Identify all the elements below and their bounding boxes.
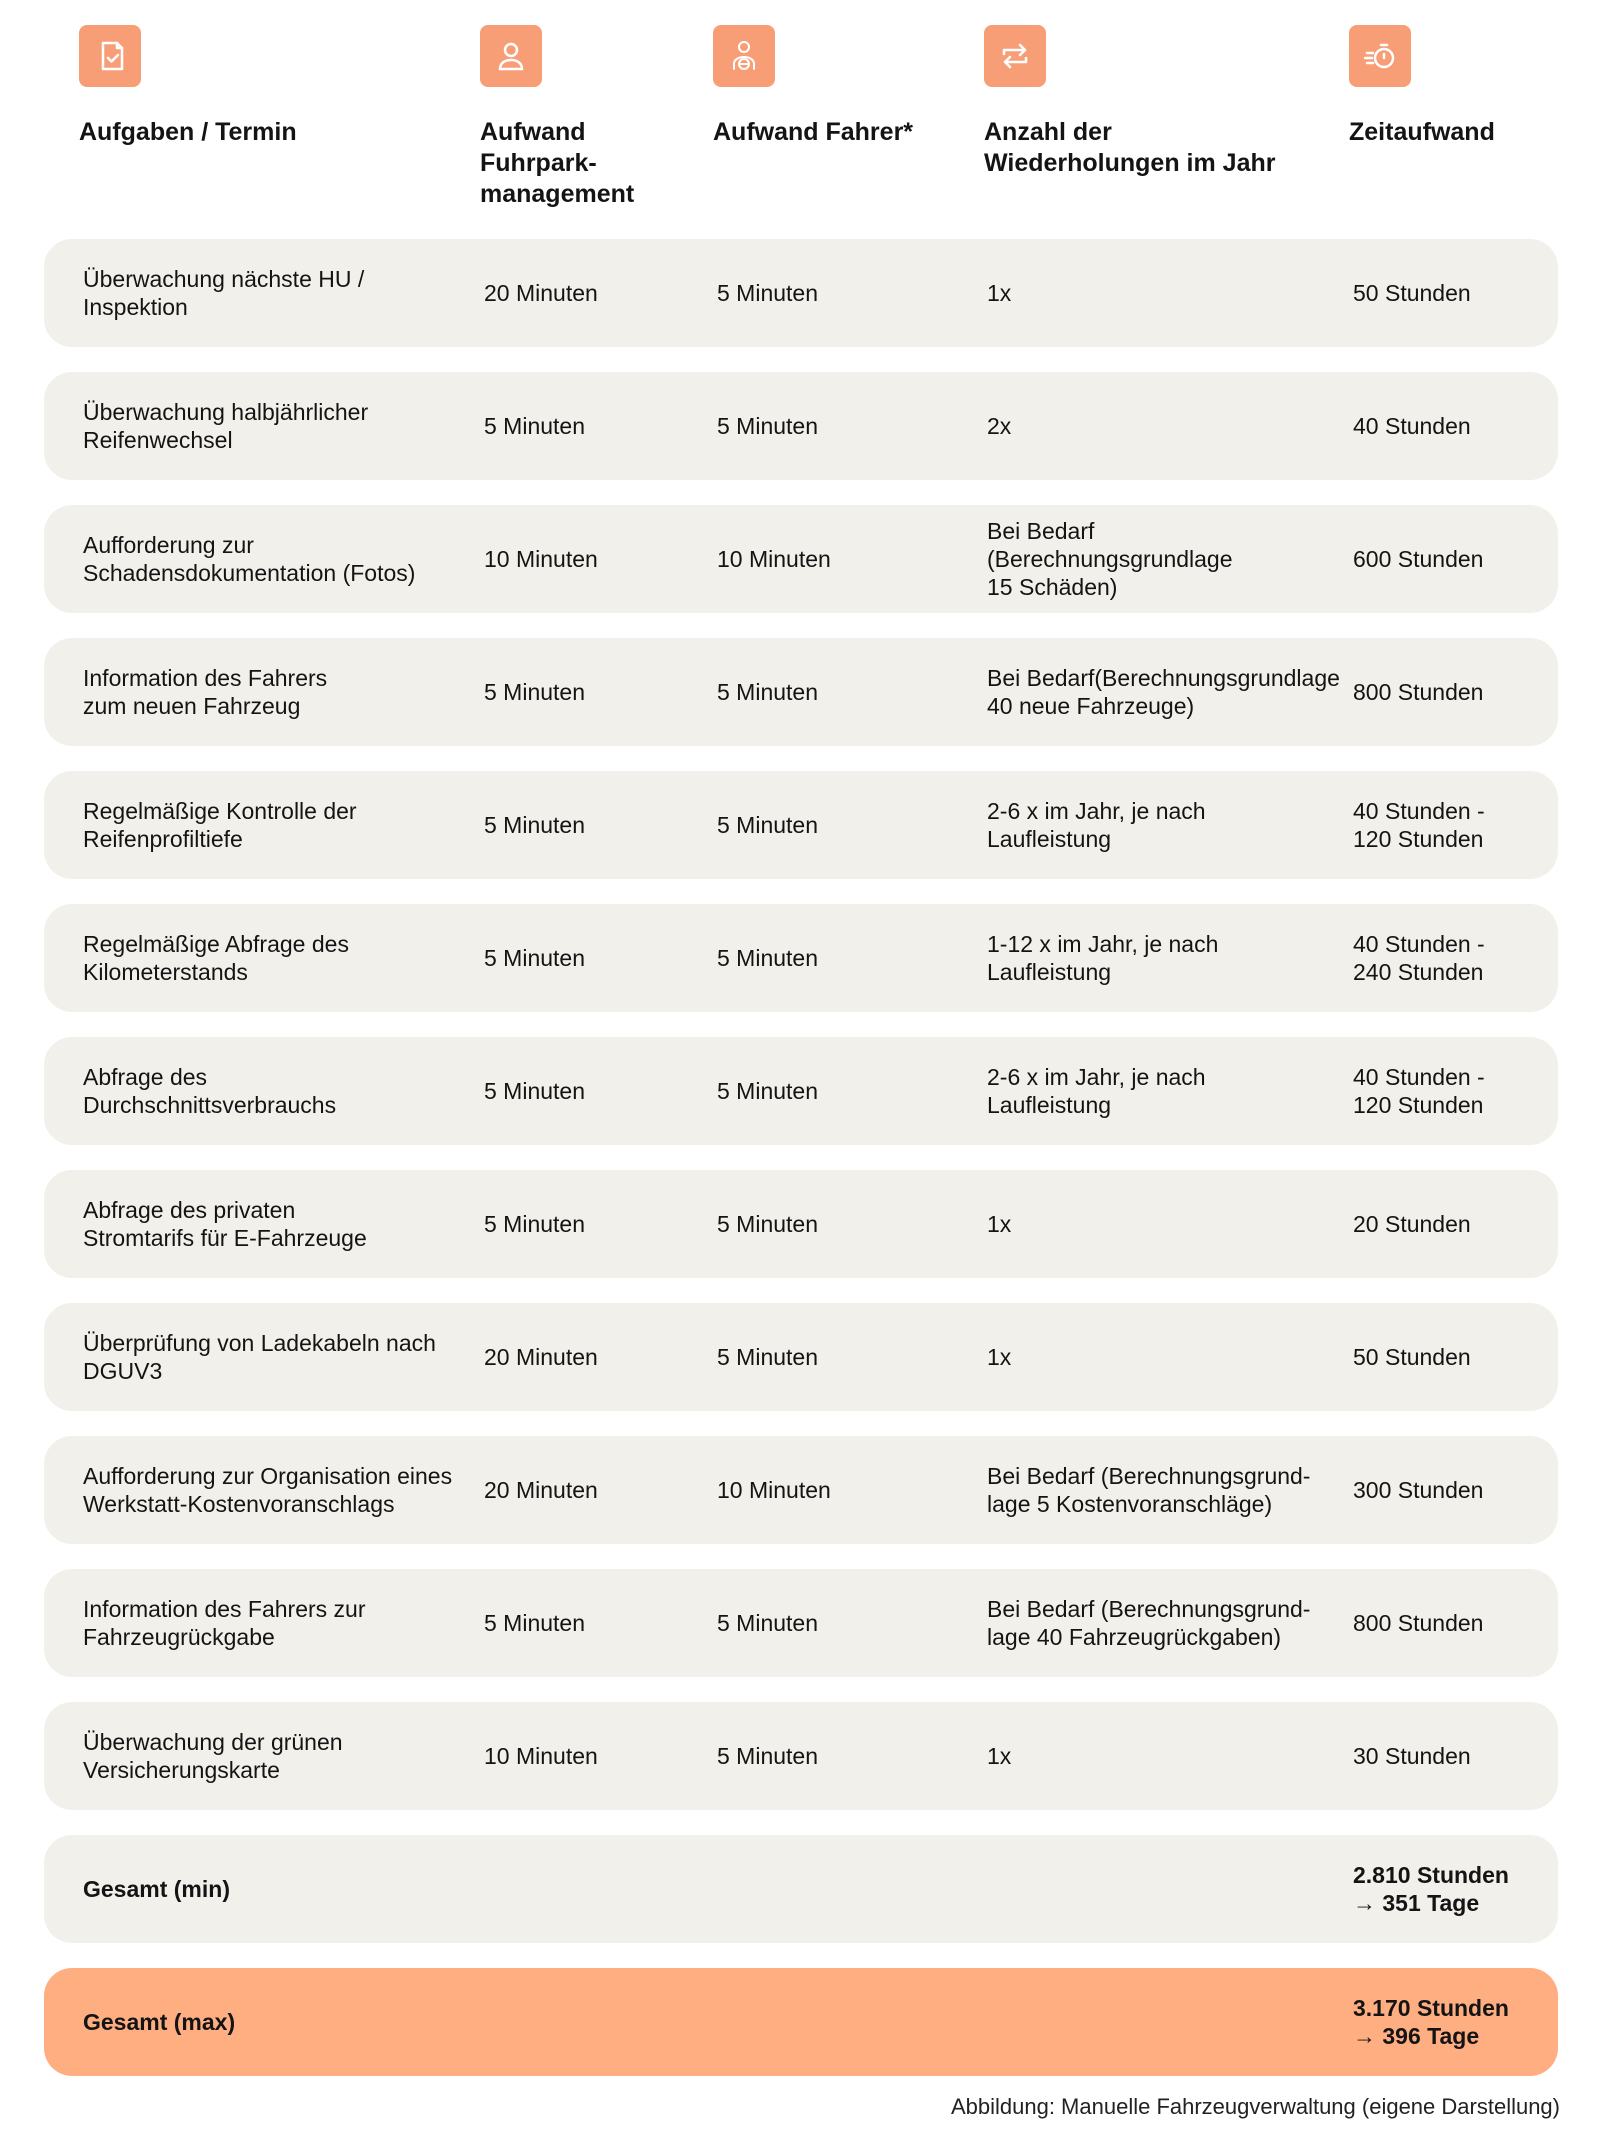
time-cell: 30 Stunden (1353, 1743, 1471, 1769)
fleet-effort-cell: 5 Minuten (484, 1078, 586, 1104)
time-cell: 40 Stunden - 240 Stunden (1353, 931, 1485, 985)
task-cell: Abfrage des Durchschnittsverbrauchs (83, 1064, 337, 1118)
table-header (0, 0, 1600, 230)
clipboard-check-icon (79, 25, 141, 87)
stopwatch-icon (1349, 25, 1411, 87)
task-cell: Überwachung halbjährlicher Reifenwechsel (83, 399, 369, 453)
time-cell: 50 Stunden (1353, 1344, 1471, 1370)
repeat-arrows-icon (984, 25, 1046, 87)
header-label-driver: Aufwand Fahrer* (713, 118, 914, 146)
total-max-label: Gesamt (max) (83, 2009, 236, 2035)
time-cell: 40 Stunden (1353, 413, 1471, 439)
repeats-cell: Bei Bedarf (Berechnungsgrund- lage 5 Kostenvoranschläge) (987, 1463, 1311, 1517)
task-cell: Information des Fahrers zur Fahrzeugrückgabe (83, 1596, 366, 1650)
task-cell: Überwachung nächste HU / Inspektion (83, 266, 365, 320)
fleet-effort-cell: 20 Minuten (484, 280, 598, 306)
driver-effort-cell: 10 Minuten (717, 1477, 831, 1503)
task-cell: Abfrage des privaten Stromtarifs für E-Fahrzeuge (83, 1197, 367, 1251)
total-max-row (44, 1968, 1558, 2076)
repeats-cell: 1x (987, 1344, 1012, 1370)
table-row (44, 904, 1558, 1012)
task-cell: Aufforderung zur Schadensdokumentation (Fotos) (83, 532, 416, 586)
repeats-cell: Bei Bedarf(Berechnungsgrundlage 40 neue Fahrzeuge) (987, 665, 1340, 719)
fleet-effort-cell: 10 Minuten (484, 1743, 598, 1769)
fleet-effort-cell: 20 Minuten (484, 1477, 598, 1503)
repeats-cell: 2x (987, 413, 1012, 439)
repeats-cell: 1x (987, 1743, 1012, 1769)
time-cell: 600 Stunden (1353, 546, 1484, 572)
table-row (44, 1436, 1558, 1544)
driver-effort-cell: 10 Minuten (717, 546, 831, 572)
header-fleet (480, 25, 634, 210)
fleet-effort-cell: 5 Minuten (484, 945, 586, 971)
task-cell: Überprüfung von Ladekabeln nach DGUV3 (83, 1330, 436, 1384)
table-row (44, 638, 1558, 746)
driver-effort-cell: 5 Minuten (717, 413, 819, 439)
user-icon (480, 25, 542, 87)
header-driver (713, 25, 913, 148)
header-label-repeats: Anzahl der Wiederholungen im Jahr (984, 118, 1276, 177)
total-min-time: 2.810 Stunden → 351 Tage (1353, 1862, 1509, 1916)
fleet-effort-cell: 5 Minuten (484, 1610, 586, 1636)
table-row (44, 771, 1558, 879)
header-task (79, 25, 297, 148)
driver-effort-cell: 5 Minuten (717, 1610, 819, 1636)
total-min-row (44, 1835, 1558, 1943)
table-row (44, 372, 1558, 480)
task-cell: Regelmäßige Kontrolle der Reifenprofiltiefe (83, 798, 357, 852)
total-max-time: 3.170 Stunden → 396 Tage (1353, 1995, 1509, 2049)
time-cell: 300 Stunden (1353, 1477, 1484, 1503)
time-cell: 20 Stunden (1353, 1211, 1471, 1237)
table-row (44, 1702, 1558, 1810)
table-row (44, 1569, 1558, 1677)
task-cell: Aufforderung zur Organisation eines Werkstatt-Kostenvoranschlags (83, 1463, 453, 1517)
time-cell: 50 Stunden (1353, 280, 1471, 306)
fleet-effort-cell: 5 Minuten (484, 413, 586, 439)
task-cell: Information des Fahrers zum neuen Fahrzeug (83, 665, 328, 719)
repeats-cell: 1x (987, 280, 1012, 306)
time-cell: 40 Stunden - 120 Stunden (1353, 798, 1485, 852)
header-label-task: Aufgaben / Termin (79, 118, 297, 146)
table-row (44, 239, 1558, 347)
repeats-cell: Bei Bedarf (Berechnungsgrundlage 15 Schäden) (987, 518, 1233, 600)
fleet-effort-cell: 5 Minuten (484, 812, 586, 838)
table-row (44, 1170, 1558, 1278)
fleet-effort-cell: 10 Minuten (484, 546, 598, 572)
task-cell: Überwachung der grünen Versicherungskarte (83, 1729, 343, 1783)
header-label-fleet: Aufwand Fuhrpark- management (480, 118, 635, 208)
table-row (44, 505, 1558, 613)
task-cell: Regelmäßige Abfrage des Kilometerstands (83, 931, 349, 985)
driver-effort-cell: 5 Minuten (717, 679, 819, 705)
time-cell: 800 Stunden (1353, 679, 1484, 705)
driver-icon (713, 25, 775, 87)
driver-effort-cell: 5 Minuten (717, 812, 819, 838)
figure-caption: Abbildung: Manuelle Fahrzeugverwaltung (eigene Darstellung) (950, 2094, 1560, 2119)
header-time (1349, 25, 1495, 148)
driver-effort-cell: 5 Minuten (717, 945, 819, 971)
repeats-cell: 2-6 x im Jahr, je nach Laufleistung (987, 798, 1206, 852)
total-min-label: Gesamt (min) (83, 1876, 230, 1902)
table-row (44, 1037, 1558, 1145)
driver-effort-cell: 5 Minuten (717, 1743, 819, 1769)
fleet-effort-cell: 5 Minuten (484, 679, 586, 705)
fleet-effort-cell: 5 Minuten (484, 1211, 586, 1237)
header-label-time: Zeitaufwand (1349, 118, 1495, 146)
repeats-cell: 2-6 x im Jahr, je nach Laufleistung (987, 1064, 1206, 1118)
repeats-cell: 1x (987, 1211, 1012, 1237)
repeats-cell: 1-12 x im Jahr, je nach Laufleistung (987, 931, 1219, 985)
time-cell: 800 Stunden (1353, 1610, 1484, 1636)
header-repeats (984, 25, 1275, 179)
driver-effort-cell: 5 Minuten (717, 1211, 819, 1237)
driver-effort-cell: 5 Minuten (717, 280, 819, 306)
table-row (44, 1303, 1558, 1411)
time-cell: 40 Stunden - 120 Stunden (1353, 1064, 1485, 1118)
fleet-effort-cell: 20 Minuten (484, 1344, 598, 1370)
driver-effort-cell: 5 Minuten (717, 1344, 819, 1370)
driver-effort-cell: 5 Minuten (717, 1078, 819, 1104)
repeats-cell: Bei Bedarf (Berechnungsgrund- lage 40 Fahrzeugrückgaben) (987, 1596, 1311, 1650)
